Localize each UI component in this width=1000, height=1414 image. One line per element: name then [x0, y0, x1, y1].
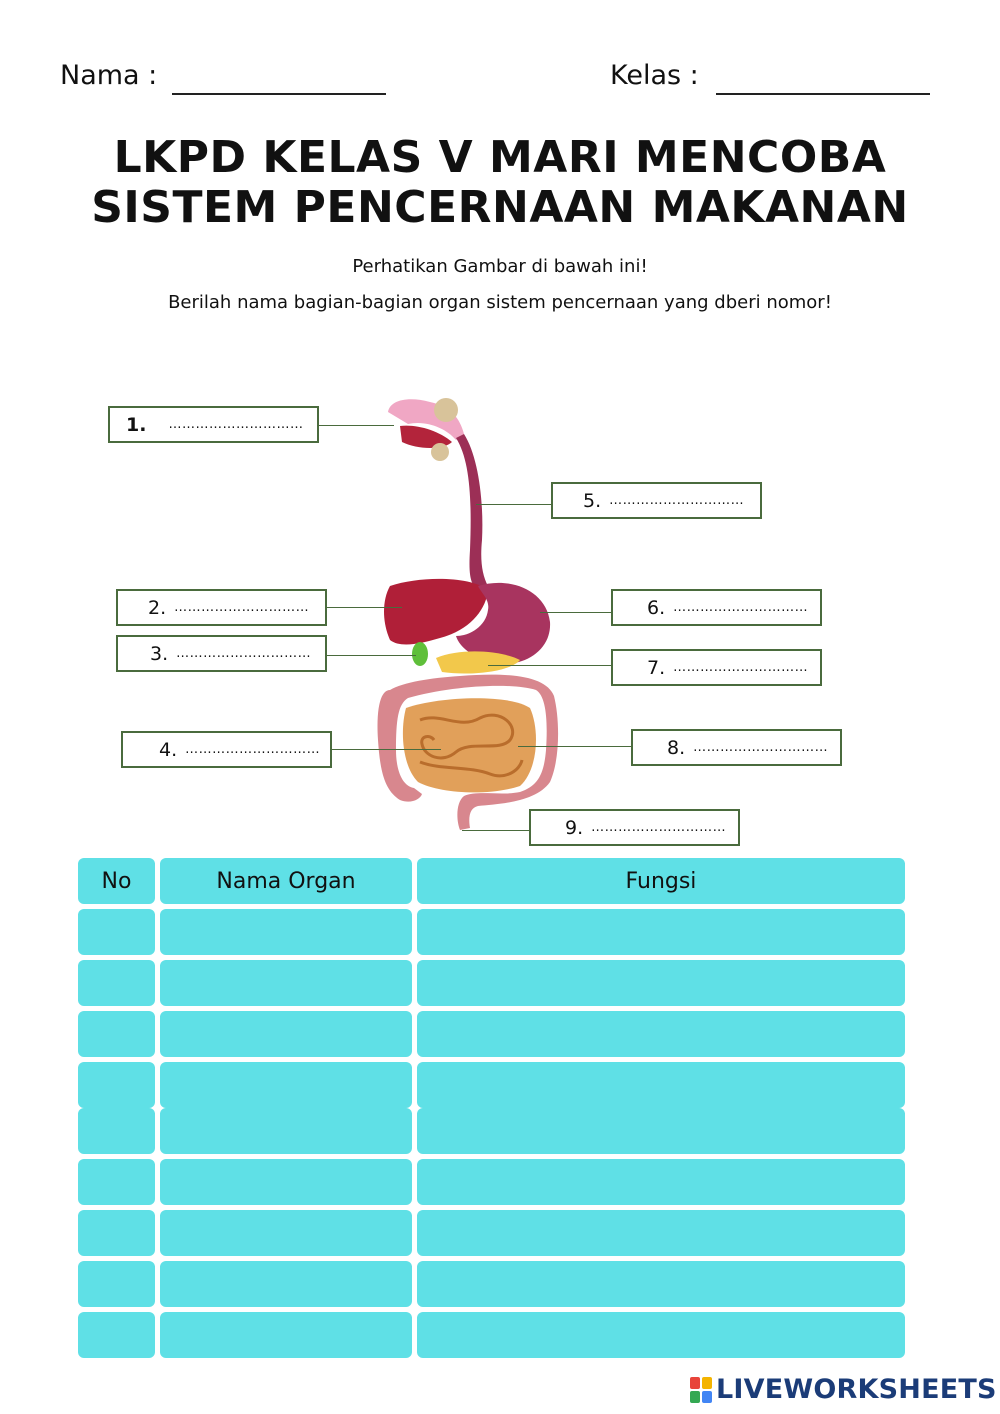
table-header-function: Fungsi: [417, 858, 905, 904]
table-cell-organ-name[interactable]: [160, 1011, 412, 1057]
name-label: Nama :: [60, 60, 158, 91]
leader-line-1: [318, 425, 394, 426]
table-header-organ-name: Nama Organ: [160, 858, 412, 904]
worksheet-title-line1: LKPD KELAS V MARI MENCOBA: [113, 132, 887, 183]
table-cell-no[interactable]: [78, 1108, 155, 1154]
leader-line-3: [326, 655, 416, 656]
class-blank-line[interactable]: [716, 93, 930, 95]
label-number: 6.: [647, 596, 666, 619]
table-cell-function[interactable]: [417, 1062, 905, 1108]
table-cell-organ-name[interactable]: [160, 1312, 412, 1358]
label-box-2[interactable]: [116, 589, 327, 626]
label-number: 5.: [583, 489, 602, 512]
table-cell-organ-name[interactable]: [160, 1108, 412, 1154]
label-number: 3.: [150, 642, 169, 665]
label-blank: …………………………: [174, 600, 310, 615]
table-cell-function[interactable]: [417, 909, 905, 955]
table-cell-function[interactable]: [417, 1261, 905, 1307]
leader-line-8: [518, 746, 631, 747]
label-box-9[interactable]: [529, 809, 740, 846]
leader-line-2: [326, 607, 402, 608]
label-box-7[interactable]: [611, 649, 822, 686]
table-cell-no[interactable]: [78, 1261, 155, 1307]
gallbladder-shape: [412, 642, 428, 666]
label-box-6[interactable]: [611, 589, 822, 626]
label-blank: …………………………: [673, 660, 809, 675]
label-blank: …………………………: [591, 820, 727, 835]
label-blank: …………………………: [609, 493, 745, 508]
watermark-text: LIVEWORKSHEETS: [716, 1374, 997, 1405]
table-cell-no[interactable]: [78, 1062, 155, 1108]
liveworksheets-logo-icon: [690, 1377, 712, 1403]
label-number: 1.: [126, 413, 147, 436]
table-cell-function[interactable]: [417, 960, 905, 1006]
table-cell-function[interactable]: [417, 1210, 905, 1256]
label-number: 8.: [667, 736, 686, 759]
table-cell-function[interactable]: [417, 1011, 905, 1057]
worksheet-title-line2: SISTEM PENCERNAAN MAKANAN: [91, 182, 909, 233]
instruction-line1: Perhatikan Gambar di bawah ini!: [352, 256, 648, 277]
leader-line-5: [476, 504, 551, 505]
label-blank: …………………………: [168, 417, 304, 432]
table-cell-organ-name[interactable]: [160, 1159, 412, 1205]
label-number: 9.: [565, 816, 584, 839]
liveworksheets-watermark: [690, 1374, 997, 1405]
leader-line-6: [540, 612, 612, 613]
table-cell-organ-name[interactable]: [160, 1062, 412, 1108]
label-number: 7.: [647, 656, 666, 679]
table-cell-no[interactable]: [78, 1312, 155, 1358]
label-box-3[interactable]: [116, 635, 327, 672]
table-cell-organ-name[interactable]: [160, 909, 412, 955]
esophagus-shape: [456, 434, 488, 590]
label-box-4[interactable]: [121, 731, 332, 768]
table-cell-organ-name[interactable]: [160, 1261, 412, 1307]
class-label: Kelas :: [610, 60, 699, 91]
table-cell-no[interactable]: [78, 1159, 155, 1205]
salivary-gland-top: [434, 398, 458, 422]
digestive-system-illustration: [360, 390, 580, 840]
label-number: 2.: [148, 596, 167, 619]
table-cell-function[interactable]: [417, 1108, 905, 1154]
label-box-1[interactable]: [108, 406, 319, 443]
name-blank-line[interactable]: [172, 93, 386, 95]
instruction-line2: Berilah nama bagian-bagian organ sistem pencernaan yang dberi nomor!: [168, 292, 832, 313]
leader-line-4: [331, 749, 441, 750]
label-box-8[interactable]: [631, 729, 842, 766]
label-blank: …………………………: [673, 600, 809, 615]
table-cell-no[interactable]: [78, 1210, 155, 1256]
label-box-5[interactable]: [551, 482, 762, 519]
leader-line-9: [462, 830, 530, 831]
label-blank: …………………………: [185, 742, 321, 757]
table-cell-organ-name[interactable]: [160, 960, 412, 1006]
table-cell-function[interactable]: [417, 1312, 905, 1358]
label-blank: …………………………: [693, 740, 829, 755]
salivary-gland-bottom: [431, 443, 449, 461]
table-cell-organ-name[interactable]: [160, 1210, 412, 1256]
table-cell-no[interactable]: [78, 1011, 155, 1057]
table-cell-function[interactable]: [417, 1159, 905, 1205]
table-cell-no[interactable]: [78, 909, 155, 955]
leader-line-7: [488, 665, 612, 666]
table-header-no: No: [78, 858, 155, 904]
label-number: 4.: [159, 738, 178, 761]
label-blank: …………………………: [176, 646, 312, 661]
table-cell-no[interactable]: [78, 960, 155, 1006]
